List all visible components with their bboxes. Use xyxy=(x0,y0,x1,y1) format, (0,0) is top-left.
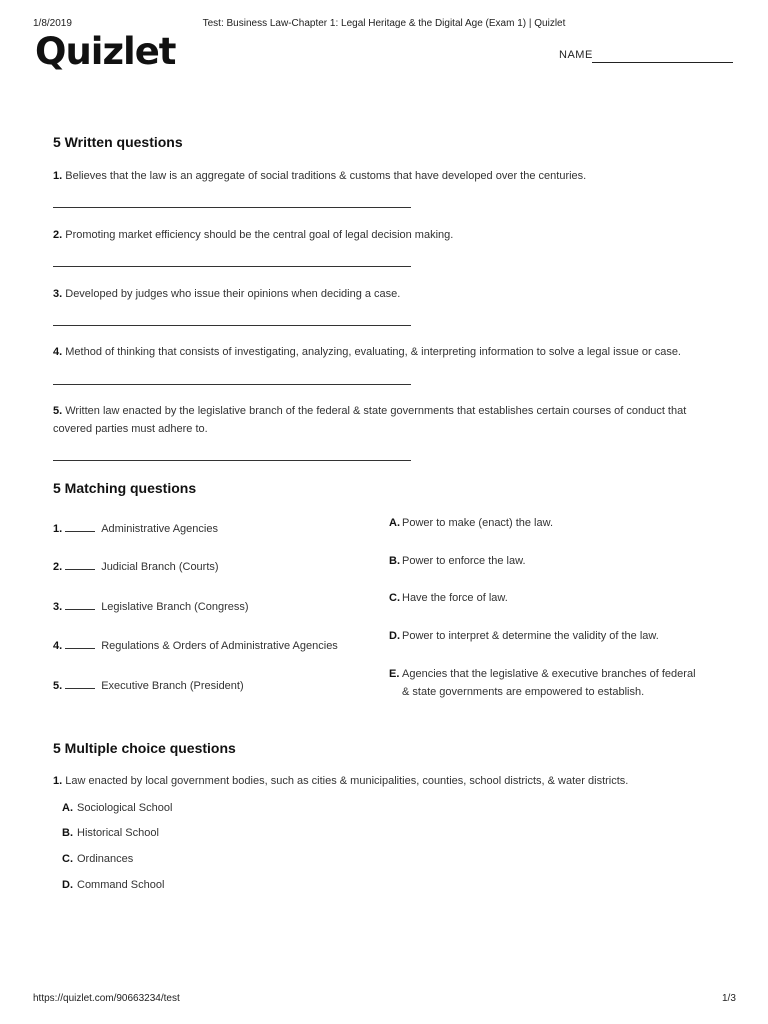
answer-letter: C. xyxy=(389,592,400,604)
footer-url: https://quizlet.com/90663234/test xyxy=(33,993,180,1004)
answer-blank xyxy=(65,680,95,689)
question-text: Law enacted by local government bodies, such as cities & municipalities, counties, school districts, & water districts. xyxy=(65,775,629,787)
name-label: NAME xyxy=(559,49,593,61)
matching-answer-d xyxy=(389,627,724,645)
term-number: 2. xyxy=(53,561,63,573)
term-text: Judicial Branch (Courts) xyxy=(101,561,219,573)
question-text: Written law enacted by the legislative branch of the federal & state governments that establishes certain courses of conduct that covered parties must adhere to. xyxy=(53,405,687,435)
matching-term-1 xyxy=(53,523,218,535)
multiple-choice-question-1 xyxy=(53,775,723,787)
matching-answer-e xyxy=(389,665,724,701)
answer-blank xyxy=(65,640,95,649)
question-number: 2. xyxy=(53,229,63,241)
term-number: 5. xyxy=(53,680,63,692)
matching-term-5 xyxy=(53,680,244,692)
matching-answer-c xyxy=(389,589,724,607)
written-section-title: 5 Written questions xyxy=(53,134,183,150)
answer-line-2 xyxy=(53,266,411,267)
choice-option-c[interactable] xyxy=(62,853,133,865)
answer-text: Power to enforce the law. xyxy=(402,555,526,567)
quizlet-logo: Quizlet xyxy=(35,30,176,73)
matching-answer-b xyxy=(389,552,724,570)
matching-term-2 xyxy=(53,561,219,573)
question-number: 3. xyxy=(53,288,63,300)
answer-blank xyxy=(65,561,95,570)
written-question-2 xyxy=(53,226,723,244)
question-text: Promoting market efficiency should be the central goal of legal decision making. xyxy=(65,229,454,241)
print-page-title: Test: Business Law-Chapter 1: Legal Heritage & the Digital Age (Exam 1) | Quizlet xyxy=(202,18,566,29)
question-number: 1. xyxy=(53,775,63,787)
matching-answer-a xyxy=(389,514,724,532)
answer-text: Have the force of law. xyxy=(402,592,508,604)
multiple-choice-section-title: 5 Multiple choice questions xyxy=(53,740,236,756)
term-text: Legislative Branch (Congress) xyxy=(101,601,249,613)
term-number: 1. xyxy=(53,523,63,535)
term-text: Administrative Agencies xyxy=(101,523,218,535)
answer-line-3 xyxy=(53,325,411,326)
option-letter: B. xyxy=(62,827,73,839)
written-question-3 xyxy=(53,285,723,303)
term-number: 4. xyxy=(53,640,63,652)
answer-text: Power to make (enact) the law. xyxy=(402,517,554,529)
option-text: Ordinances xyxy=(77,853,134,865)
written-question-5 xyxy=(53,402,723,438)
answer-blank xyxy=(65,523,95,532)
term-text: Executive Branch (President) xyxy=(101,680,244,692)
option-letter: D. xyxy=(62,879,73,891)
answer-text: Agencies that the legislative & executive branches of federal xyxy=(402,668,696,680)
matching-term-3 xyxy=(53,601,249,613)
question-text: Believes that the law is an aggregate of social traditions & customs that have developed over the centuries. xyxy=(65,170,587,182)
term-number: 3. xyxy=(53,601,63,613)
option-text: Historical School xyxy=(77,827,159,839)
matching-term-4 xyxy=(53,640,338,652)
answer-text-continued: & state governments are empowered to establish. xyxy=(402,686,645,698)
question-text: Method of thinking that consists of investigating, analyzing, evaluating, & interpreting information to solve a legal issue or case. xyxy=(65,346,681,358)
choice-option-d[interactable] xyxy=(62,879,164,891)
matching-section-title: 5 Matching questions xyxy=(53,480,197,496)
question-number: 1. xyxy=(53,170,63,182)
answer-line-5 xyxy=(53,460,411,461)
print-date: 1/8/2019 xyxy=(33,18,72,29)
answer-letter: E. xyxy=(389,668,400,680)
answer-line-4 xyxy=(53,384,411,385)
answer-blank xyxy=(65,601,95,610)
answer-letter: D. xyxy=(389,630,400,642)
name-field-line xyxy=(592,62,733,63)
answer-text: Power to interpret & determine the validity of the law. xyxy=(402,630,659,642)
question-text: Developed by judges who issue their opinions when deciding a case. xyxy=(65,288,401,300)
answer-line-1 xyxy=(53,207,411,208)
answer-letter: B. xyxy=(389,555,400,567)
question-number: 4. xyxy=(53,346,63,358)
choice-option-a[interactable] xyxy=(62,802,172,814)
written-question-4 xyxy=(53,343,723,361)
written-question-1 xyxy=(53,167,723,185)
option-text: Sociological School xyxy=(77,802,173,814)
page-number: 1/3 xyxy=(722,993,736,1004)
option-letter: A. xyxy=(62,802,73,814)
option-letter: C. xyxy=(62,853,73,865)
question-number: 5. xyxy=(53,405,63,417)
choice-option-b[interactable] xyxy=(62,827,159,839)
term-text: Regulations & Orders of Administrative Agencies xyxy=(101,640,338,652)
option-text: Command School xyxy=(77,879,165,891)
answer-letter: A. xyxy=(389,517,400,529)
